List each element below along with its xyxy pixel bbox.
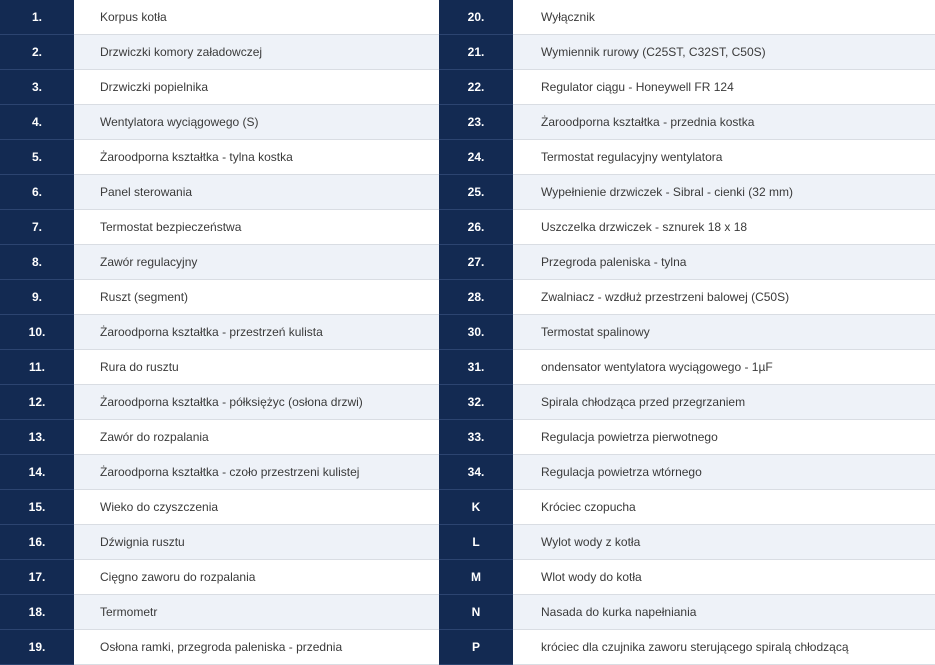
part-number: 34.: [439, 455, 513, 490]
part-number: 15.: [0, 490, 74, 525]
part-number: 14.: [0, 455, 74, 490]
part-number: 11.: [0, 350, 74, 385]
part-number: 20.: [439, 0, 513, 35]
part-description: Panel sterowania: [74, 175, 439, 210]
part-number: 30.: [439, 315, 513, 350]
part-number: P: [439, 630, 513, 665]
part-number: 7.: [0, 210, 74, 245]
part-number: 31.: [439, 350, 513, 385]
part-description: Żaroodporna kształtka - przestrzeń kulista: [74, 315, 439, 350]
part-number: N: [439, 595, 513, 630]
part-description: Ruszt (segment): [74, 280, 439, 315]
part-description: Rura do rusztu: [74, 350, 439, 385]
part-number: 21.: [439, 35, 513, 70]
part-description: Cięgno zaworu do rozpalania: [74, 560, 439, 595]
part-number: K: [439, 490, 513, 525]
part-number: 25.: [439, 175, 513, 210]
part-description: Termostat regulacyjny wentylatora: [513, 140, 935, 175]
part-number: 13.: [0, 420, 74, 455]
part-number: 8.: [0, 245, 74, 280]
part-number: 22.: [439, 70, 513, 105]
part-description: Termostat bezpieczeństwa: [74, 210, 439, 245]
part-description: Termometr: [74, 595, 439, 630]
part-number: 6.: [0, 175, 74, 210]
part-description: Wentylatora wyciągowego (S): [74, 105, 439, 140]
part-number: 16.: [0, 525, 74, 560]
part-number: 12.: [0, 385, 74, 420]
part-description: Drzwiczki komory załadowczej: [74, 35, 439, 70]
part-description: Regulator ciągu - Honeywell FR 124: [513, 70, 935, 105]
part-number: 1.: [0, 0, 74, 35]
part-number: 3.: [0, 70, 74, 105]
part-number: 2.: [0, 35, 74, 70]
part-description: Zawór regulacyjny: [74, 245, 439, 280]
part-description: ondensator wentylatora wyciągowego - 1µF: [513, 350, 935, 385]
part-description: Osłona ramki, przegroda paleniska - przednia: [74, 630, 439, 665]
part-description: Wylot wody z kotła: [513, 525, 935, 560]
part-description: Wypełnienie drzwiczek - Sibral - cienki (32 mm): [513, 175, 935, 210]
part-description: Korpus kotła: [74, 0, 439, 35]
part-description: Wieko do czyszczenia: [74, 490, 439, 525]
part-number: 28.: [439, 280, 513, 315]
part-number: 32.: [439, 385, 513, 420]
part-number: 33.: [439, 420, 513, 455]
part-description: Wlot wody do kotła: [513, 560, 935, 595]
part-description: Żaroodporna kształtka - tylna kostka: [74, 140, 439, 175]
part-description: Drzwiczki popielnika: [74, 70, 439, 105]
part-description: Nasada do kurka napełniania: [513, 595, 935, 630]
part-number: 19.: [0, 630, 74, 665]
part-description: Regulacja powietrza wtórnego: [513, 455, 935, 490]
part-description: Żaroodporna kształtka - przednia kostka: [513, 105, 935, 140]
part-number: 4.: [0, 105, 74, 140]
part-number: 27.: [439, 245, 513, 280]
part-description: króciec dla czujnika zaworu sterującego spiralą chłodzącą: [513, 630, 935, 665]
part-description: Żaroodporna kształtka - półksiężyc (osłona drzwi): [74, 385, 439, 420]
part-description: Przegroda paleniska - tylna: [513, 245, 935, 280]
part-number: 26.: [439, 210, 513, 245]
part-description: Termostat spalinowy: [513, 315, 935, 350]
part-description: Króciec czopucha: [513, 490, 935, 525]
part-number: 24.: [439, 140, 513, 175]
part-description: Regulacja powietrza pierwotnego: [513, 420, 935, 455]
part-description: Żaroodporna kształtka - czoło przestrzeni kulistej: [74, 455, 439, 490]
part-description: Uszczelka drzwiczek - sznurek 18 x 18: [513, 210, 935, 245]
part-number: M: [439, 560, 513, 595]
part-number: 17.: [0, 560, 74, 595]
part-number: 23.: [439, 105, 513, 140]
part-description: Spirala chłodząca przed przegrzaniem: [513, 385, 935, 420]
part-description: Zawór do rozpalania: [74, 420, 439, 455]
part-number: 5.: [0, 140, 74, 175]
part-description: Dźwignia rusztu: [74, 525, 439, 560]
part-number: L: [439, 525, 513, 560]
part-number: 18.: [0, 595, 74, 630]
part-description: Zwalniacz - wzdłuż przestrzeni balowej (C50S): [513, 280, 935, 315]
part-description: Wymiennik rurowy (C25ST, C32ST, C50S): [513, 35, 935, 70]
part-number: 10.: [0, 315, 74, 350]
part-number: 9.: [0, 280, 74, 315]
part-description: Wyłącznik: [513, 0, 935, 35]
